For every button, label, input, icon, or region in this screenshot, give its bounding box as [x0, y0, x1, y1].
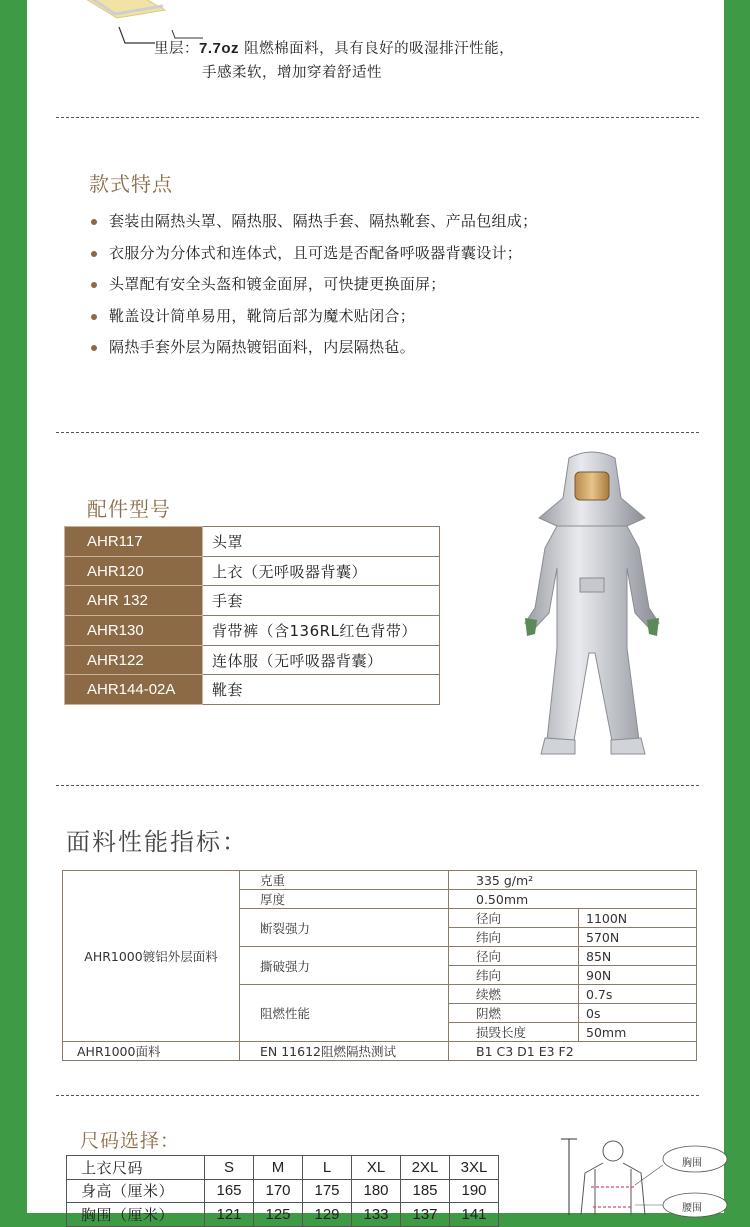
inner-layer-label: 里层：	[154, 41, 199, 57]
char-length-value: 50mm	[579, 1023, 697, 1042]
inner-layer-description	[154, 37, 514, 85]
table-row	[67, 1179, 499, 1203]
tear-label: 撕破强力	[240, 947, 449, 985]
thickness-value: 0.50mm	[449, 890, 697, 909]
table-row	[65, 675, 440, 705]
list-item: 衣服分为分体式和连体式，且可选是否配备呼吸器背囊设计；	[89, 238, 537, 270]
afterflame-value: 0.7s	[579, 985, 697, 1004]
thickness-label: 厚度	[240, 890, 449, 909]
part-code: AHR117	[65, 527, 203, 557]
part-name: 头罩	[203, 527, 440, 557]
performance-table	[62, 870, 697, 1061]
size-cell: 121	[205, 1203, 254, 1227]
table-row	[65, 527, 440, 557]
size-cell: 175	[303, 1179, 352, 1203]
callout-line	[117, 25, 157, 50]
afterglow-value: 0s	[579, 1004, 697, 1023]
size-cell: 165	[205, 1179, 254, 1203]
tear-weft-label: 纬向	[449, 966, 579, 985]
waist-label: 腰围	[682, 1203, 702, 1214]
divider	[56, 785, 699, 786]
size-cell: 141	[450, 1203, 499, 1227]
afterflame-label: 续燃	[449, 985, 579, 1004]
flame-label: 阻燃性能	[240, 985, 449, 1042]
size-title: 尺码选择：	[80, 1130, 181, 1152]
size-header: S	[205, 1156, 254, 1180]
table-row	[63, 871, 697, 890]
performance-title: 面料性能指标：	[66, 828, 248, 856]
tear-warp-label: 径向	[449, 947, 579, 966]
size-cell: 137	[401, 1203, 450, 1227]
tensile-weft-value: 570N	[579, 928, 697, 947]
list-item: 靴盖设计简单易用，靴筒后部为魔术贴闭合；	[89, 301, 537, 333]
tear-weft-value: 90N	[579, 966, 697, 985]
char-length-label: 损毁长度	[449, 1023, 579, 1042]
tear-warp-value: 85N	[579, 947, 697, 966]
size-header: M	[254, 1156, 303, 1180]
inner-layer-line2: 手感柔软，增加穿着舒适性	[202, 65, 382, 81]
divider	[56, 117, 699, 118]
weight-label: 克重	[240, 871, 449, 890]
size-header: XL	[352, 1156, 401, 1180]
part-code: AHR130	[65, 616, 203, 646]
row-label: 胸围（厘米）	[67, 1203, 205, 1227]
size-cell: 170	[254, 1179, 303, 1203]
test-label: EN 11612阻燃隔热测试	[240, 1042, 449, 1061]
table-row	[65, 616, 440, 646]
table-row	[65, 586, 440, 616]
size-table	[66, 1155, 499, 1227]
divider	[56, 432, 699, 433]
weight-value: 335 g/m²	[449, 871, 697, 890]
part-name: 上衣（无呼吸器背囊）	[203, 556, 440, 586]
size-cell: 180	[352, 1179, 401, 1203]
tensile-weft-label: 纬向	[449, 928, 579, 947]
afterglow-label: 阴燃	[449, 1004, 579, 1023]
list-item: 套装由隔热头罩、隔热服、隔热手套、隔热靴套、产品包组成；	[89, 206, 537, 238]
size-cell: 129	[303, 1203, 352, 1227]
part-code: AHR120	[65, 556, 203, 586]
part-name: 背带裤（含136RL红色背带）	[203, 616, 440, 646]
tensile-warp-value: 1100N	[579, 909, 697, 928]
part-code: AHR144-02A	[65, 675, 203, 705]
table-row	[65, 556, 440, 586]
parts-table	[64, 526, 440, 705]
size-cell: 133	[352, 1203, 401, 1227]
part-code: AHR 132	[65, 586, 203, 616]
base-fabric-name: AHR1000面料	[63, 1042, 240, 1061]
table-row	[63, 1042, 697, 1061]
outer-fabric-name: AHR1000镀铝外层面料	[63, 871, 240, 1042]
size-header: 2XL	[401, 1156, 450, 1180]
features-list	[89, 206, 537, 364]
tensile-warp-label: 径向	[449, 909, 579, 928]
chest-label: 胸围	[682, 1158, 702, 1169]
list-item: 隔热手套外层为隔热镀铝面料，内层隔热毡。	[89, 332, 537, 364]
parts-title: 配件型号	[87, 497, 171, 521]
size-header-label: 上衣尺码	[67, 1156, 205, 1180]
size-header: 3XL	[450, 1156, 499, 1180]
table-row	[67, 1156, 499, 1180]
inner-layer-spec: 7.7oz	[199, 40, 240, 57]
part-code: AHR122	[65, 645, 203, 675]
row-label: 身高（厘米）	[67, 1179, 205, 1203]
part-name: 靴套	[203, 675, 440, 705]
features-title: 款式特点	[89, 172, 173, 196]
test-value: B1 C3 D1 E3 F2	[449, 1042, 697, 1061]
size-cell: 125	[254, 1203, 303, 1227]
product-detail-page	[27, 0, 724, 1224]
table-row	[65, 645, 440, 675]
list-item: 头罩配有安全头盔和镀金面屏，可快捷更换面屏；	[89, 269, 537, 301]
size-header: L	[303, 1156, 352, 1180]
tensile-label: 断裂强力	[240, 909, 449, 947]
divider	[56, 1095, 699, 1096]
size-cell: 190	[450, 1179, 499, 1203]
part-name: 连体服（无呼吸器背囊）	[203, 645, 440, 675]
size-cell: 185	[401, 1179, 450, 1203]
protective-suit-image	[517, 448, 667, 760]
table-row	[67, 1203, 499, 1227]
part-name: 手套	[203, 586, 440, 616]
inner-layer-line1: 阻燃棉面料，具有良好的吸湿排汗性能，	[239, 41, 515, 57]
